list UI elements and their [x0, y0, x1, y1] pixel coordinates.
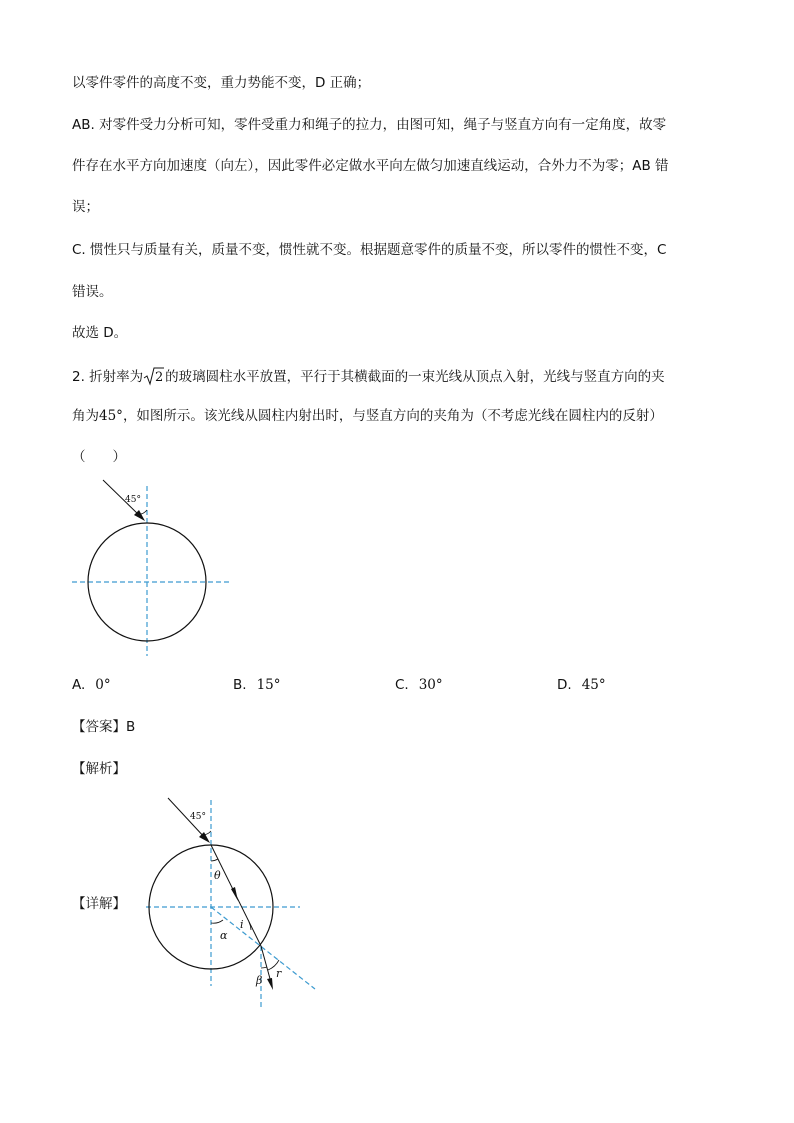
- angle-label: 45°: [125, 495, 141, 505]
- option-b[interactable]: B. 15°: [233, 677, 281, 693]
- option-d[interactable]: D. 45°: [557, 677, 606, 693]
- r-label: r: [276, 967, 282, 980]
- text-line-4: 误；: [72, 199, 99, 215]
- question-figure: [70, 478, 240, 660]
- question-2-text-a: 角为: [72, 408, 99, 424]
- dashed-guides: [72, 486, 230, 656]
- question-2-prefix: 2. 折射率为: [72, 369, 144, 385]
- answer-label: 【答案】B: [72, 719, 136, 735]
- theta-label: θ: [214, 869, 221, 882]
- question-2-line-1: [72, 366, 665, 386]
- option-a[interactable]: A. 0°: [72, 677, 111, 693]
- beta-arc: [261, 967, 267, 968]
- sqrt-symbol: [143, 369, 165, 385]
- dashed-guides: [146, 800, 315, 1008]
- exit-arrow-head: [267, 978, 273, 990]
- answer-paren: （ ）: [72, 449, 126, 465]
- question-2-angle: 45°: [99, 408, 123, 424]
- analysis-label: 【解析】: [72, 761, 126, 777]
- theta-arc: [211, 859, 218, 861]
- text-line-1: 以零件零件的高度不变，重力势能不变，D 正确；: [72, 75, 371, 91]
- refracted-arrow-head: [231, 887, 238, 901]
- question-2-suffix: 的玻璃圆柱水平放置，平行于其横截面的一束光线从顶点入射，光线与竖直方向的夹: [165, 369, 665, 385]
- i-label: i: [240, 918, 244, 931]
- text-line-3: 件存在水平方向加速度（向左），因此零件必定做水平向左做匀加速直线运动，合外力不为零；AB 错: [72, 158, 669, 174]
- text-line-7: 故选 D。: [72, 325, 128, 341]
- detail-label: 【详解】: [72, 896, 126, 912]
- text-line-6: 错误。: [72, 284, 113, 300]
- beta-label: β: [256, 974, 263, 987]
- question-2-text-b: ，如图所示。该光线从圆柱内射出时，与竖直方向的夹角为（不考虑光线在圆柱内的反射）: [122, 408, 663, 424]
- radius-normal: [211, 907, 315, 989]
- text-line-2: AB. 对零件受力分析可知，零件受重力和绳子的拉力，由图可知，绳子与竖直方向有一定角度，故零: [72, 117, 667, 133]
- sqrt-radicand: 2: [155, 370, 164, 385]
- solution-figure: [140, 796, 320, 1010]
- question-2-line-2: [72, 407, 663, 425]
- option-c[interactable]: C. 30°: [395, 677, 443, 693]
- alpha-label: α: [220, 929, 228, 942]
- text-line-5: C. 惯性只与质量有关，质量不变，惯性就不变。根据题意零件的质量不变，所以零件的惯性不变，C: [72, 242, 667, 258]
- angle-label-45: 45°: [190, 812, 206, 822]
- alpha-arc: [211, 920, 223, 923]
